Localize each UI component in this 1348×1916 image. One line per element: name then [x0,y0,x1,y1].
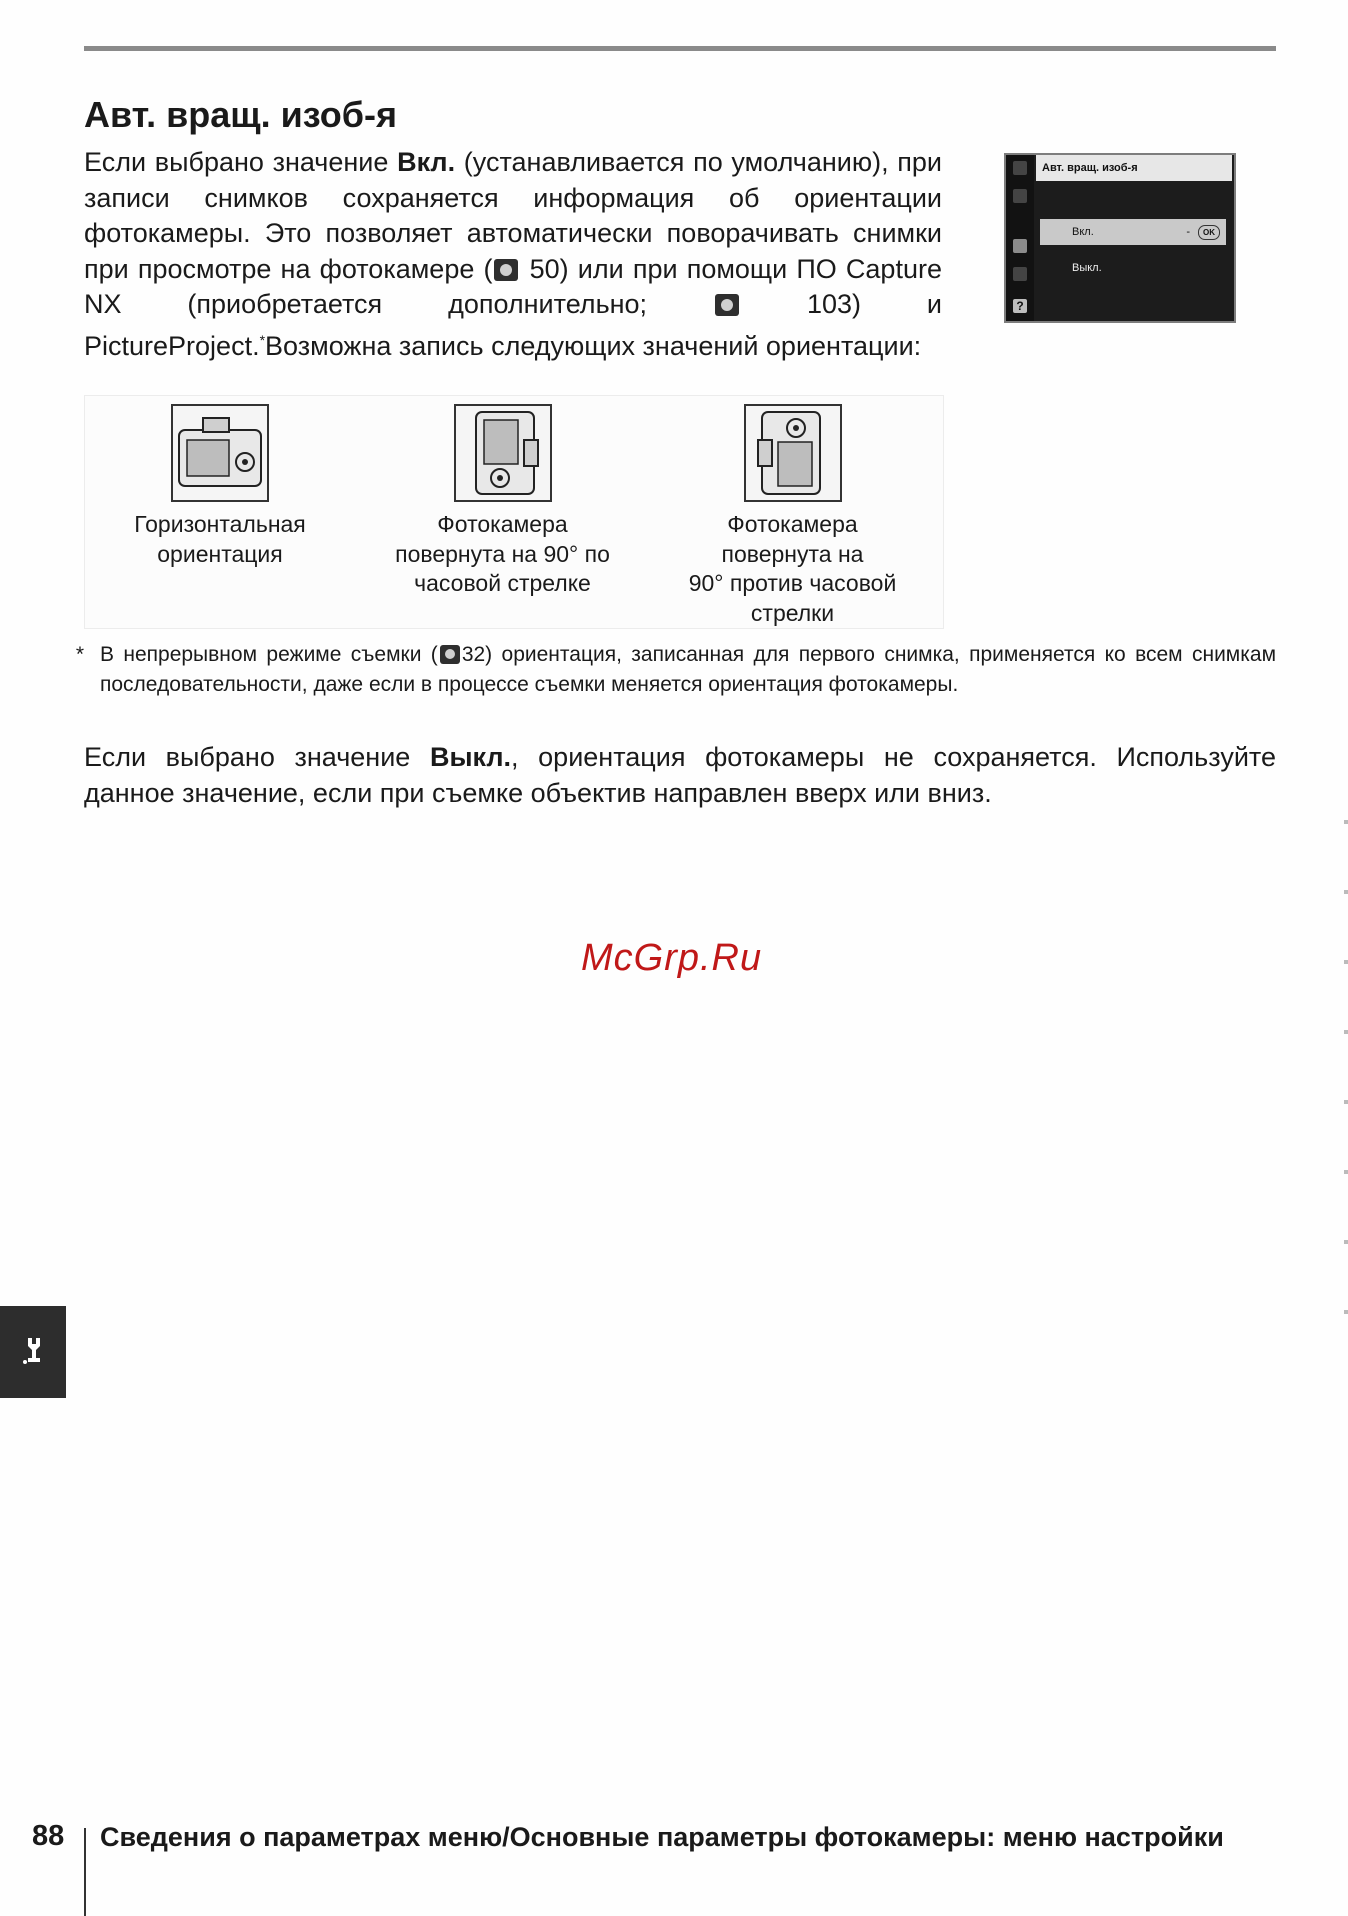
orientation-rotated-ccw [670,404,915,628]
footnote [68,640,1276,699]
camera-horizontal-icon [171,404,269,502]
caption-line: Горизонтальная [134,511,306,537]
playback-tab-icon [1013,161,1027,175]
footer-section-title: Сведения о параметрах меню/Основные параметры фотокамеры: меню настройки [100,1822,1224,1852]
caption-line: Фотокамера [727,511,858,537]
footnote-text-2: ) ориентация, записанная для первого снимка, применяется ко всем снимкам последовательности, даже если в процессе съемки меняется ориентация фотокамеры. [100,643,1277,696]
camera-menu-screenshot [1004,153,1236,323]
camera-rotated-ccw-icon [744,404,842,502]
caption-line: часовой стрелке [414,570,591,596]
option-off-label: Выкл. [1072,262,1102,274]
page-ref-32[interactable]: 32 [461,643,486,666]
intro-text-5: Возможна запись следующих значений ориентации: [265,330,922,361]
intro-text-1: Если выбрано значение [84,147,398,177]
intro-paragraph [84,145,942,364]
top-rule [84,46,1276,51]
page-edge-marks [1344,820,1348,1380]
intro-text-3: ) или при помощи ПО Capture NX (приобретается дополнительно; [84,253,942,319]
orientation-figure [84,395,944,629]
camera-menu-title: Авт. вращ. изоб-я [1036,155,1232,181]
intro-text-2: (устанавливается по умолчанию), при записи снимков сохраняется информация об ориентации фотокамеры. Это позволяет автоматически поворачивать снимки при просмотре на фотокамере ( [84,147,942,284]
page-ref-50[interactable]: 50 [529,253,560,284]
page-reference-icon [440,645,460,664]
intro-text-4: ) и PictureProject. [84,289,942,361]
wrench-icon [22,1336,46,1366]
page-number: 88 [32,1820,65,1852]
off-text-1: Если выбрано значение [84,742,430,772]
page-ref-103[interactable]: 103 [806,289,852,319]
footnote-text-1: В непрерывном режиме съемки ( [100,643,438,666]
setup-section-tab [0,1306,66,1398]
orientation-caption [115,510,325,569]
caption-line: стрелки [750,599,835,626]
page-reference-icon [494,259,518,281]
orientation-horizontal [115,404,325,569]
caption-line: повернута на [721,540,864,567]
camera-menu-option-off [1040,255,1226,281]
help-icon: ? [1013,299,1027,313]
orientation-caption [385,510,620,599]
ok-icon: OK [1198,225,1220,240]
footnote-marker: * [259,331,266,348]
setup-tab-icon [1013,239,1027,253]
footer-divider [84,1828,86,1916]
section-title: Авт. вращ. изоб-я [84,94,397,135]
camera-rotated-cw-icon [454,404,552,502]
off-paragraph [84,740,1276,811]
retouch-tab-icon [1013,267,1027,281]
caption-line: повернута на 90° по [395,540,610,567]
caption-line: 90° против часовой [688,570,897,596]
caption-line: Фотокамера [437,511,568,537]
menu-tab-column [1006,155,1034,321]
shooting-tab-icon [1013,189,1027,203]
camera-menu-option-on [1040,219,1226,245]
caption-line: ориентация [157,540,283,567]
off-value-bold: Выкл. [429,742,512,772]
orientation-caption [670,510,915,628]
option-on-label: Вкл. [1072,226,1094,238]
on-value-bold: Вкл. [397,147,456,177]
footnote-star: * [75,643,85,666]
selected-marker: - [1186,226,1190,238]
orientation-rotated-cw [385,404,620,599]
page-reference-icon [715,294,739,316]
watermark: McGrp.Ru [581,937,763,979]
off-text-2: , ориентация фотокамеры не сохраняется. Используйте данное значение, если при съемке объектив направлен вверх или вниз. [84,742,1276,808]
